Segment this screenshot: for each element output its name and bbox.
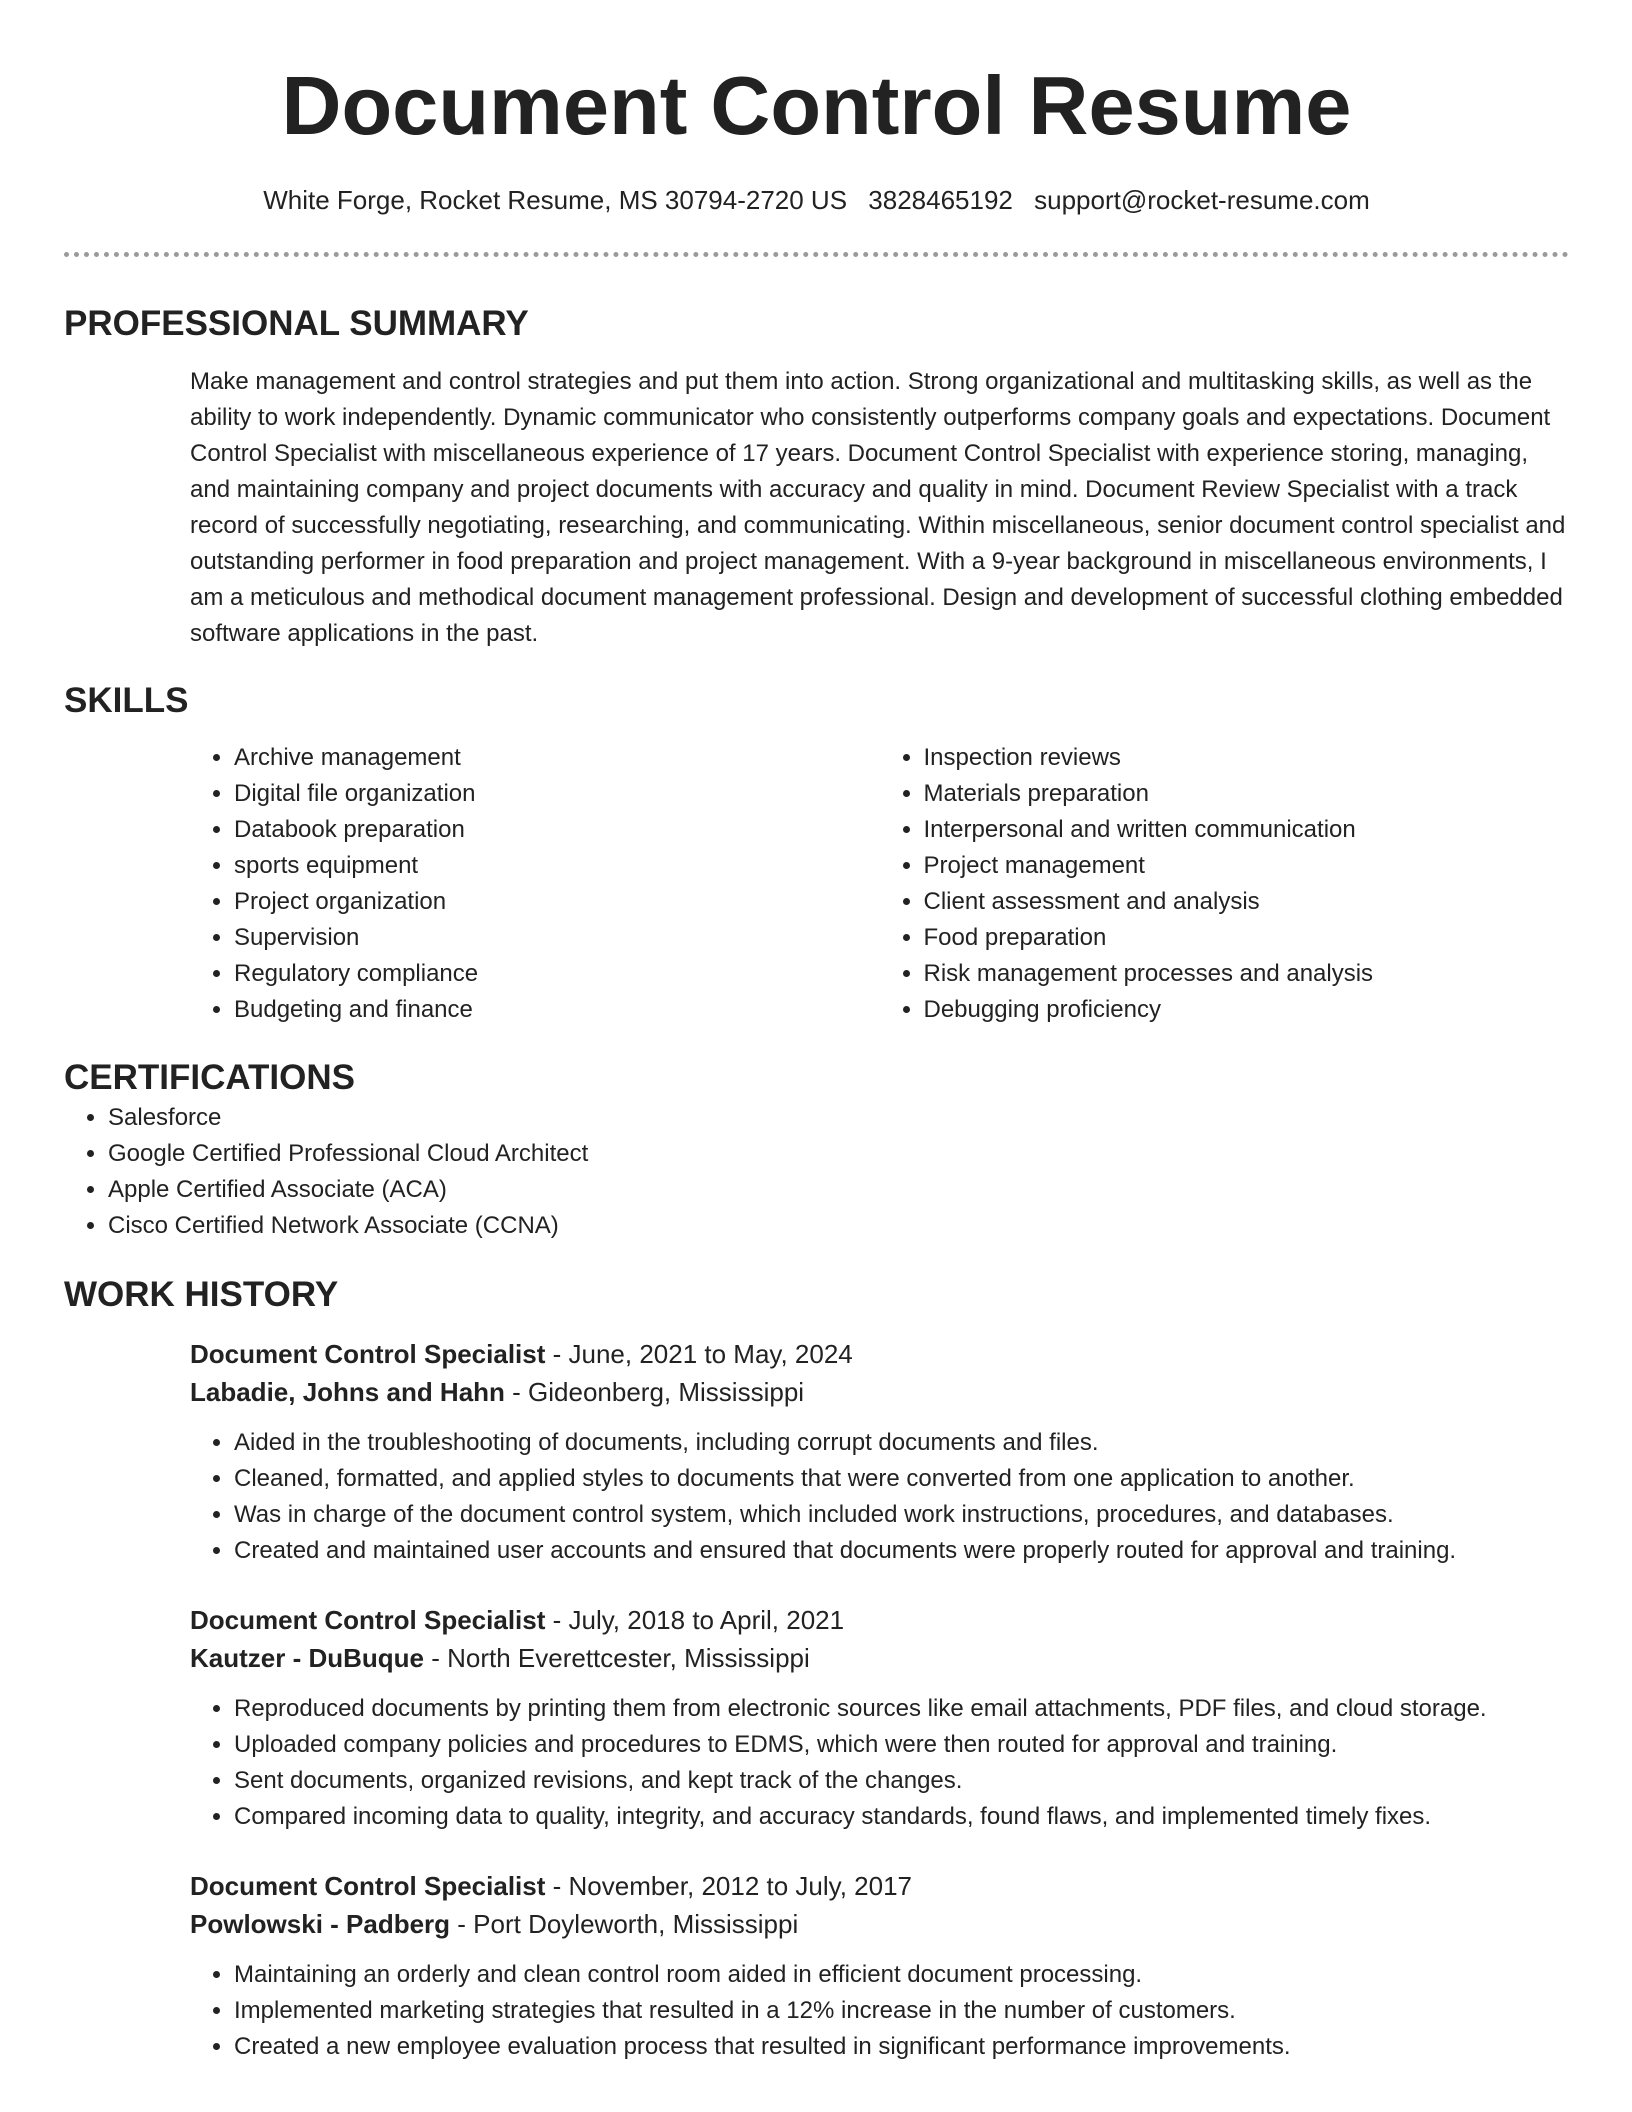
contact-phone: 3828465192 — [868, 185, 1013, 215]
certification-item: • Salesforce — [108, 1100, 1569, 1136]
job-bullet: • Created a new employee evaluation process that resulted in significant performance improvements. — [234, 2029, 1569, 2065]
skill-item: • Materials preparation — [924, 776, 1570, 812]
skill-item: • Digital file organization — [234, 776, 880, 812]
skills-list-right — [880, 740, 1570, 1028]
job-dates: - June, 2021 to May, 2024 — [545, 1339, 853, 1369]
summary-heading: PROFESSIONAL SUMMARY — [64, 304, 529, 343]
job-role-line — [190, 1867, 1569, 1905]
skill-item: • Debugging proficiency — [924, 992, 1570, 1028]
job-company: Labadie, Johns and Hahn — [190, 1377, 505, 1407]
job-company-line — [190, 1373, 1569, 1411]
job-bullet: • Sent documents, organized revisions, and kept track of the changes. — [234, 1763, 1569, 1799]
skill-item: • sports equipment — [234, 848, 880, 884]
job-role-line — [190, 1601, 1569, 1639]
job-dates: - November, 2012 to July, 2017 — [545, 1871, 913, 1901]
certification-item: • Apple Certified Associate (ACA) — [108, 1172, 1569, 1208]
professional-summary-section — [64, 302, 1569, 652]
skill-item: • Supervision — [234, 920, 880, 956]
skill-item: • Risk management processes and analysis — [924, 956, 1570, 992]
contact-address: White Forge, Rocket Resume, MS 30794-2720 US — [263, 185, 848, 215]
skills-heading: SKILLS — [64, 681, 189, 720]
job-dates: - July, 2018 to April, 2021 — [545, 1605, 845, 1635]
work-history-section — [64, 1273, 1569, 2065]
contact-info — [64, 182, 1569, 218]
job-bullets — [190, 1425, 1569, 1569]
resume-title: Document Control Resume — [281, 59, 1352, 152]
job-entry — [190, 1335, 1569, 1569]
job-bullet: • Created and maintained user accounts and ensured that documents were properly routed for approval and training. — [234, 1533, 1569, 1569]
job-role: Document Control Specialist — [190, 1339, 546, 1369]
skill-item: • Client assessment and analysis — [924, 884, 1570, 920]
job-bullet: • Uploaded company policies and procedures to EDMS, which were then routed for approval and training. — [234, 1727, 1569, 1763]
job-entry — [190, 1601, 1569, 1835]
job-bullet: • Was in charge of the document control system, which included work instructions, procedures, and databases. — [234, 1497, 1569, 1533]
skill-item: • Budgeting and finance — [234, 992, 880, 1028]
skill-item: • Databook preparation — [234, 812, 880, 848]
job-role: Document Control Specialist — [190, 1605, 546, 1635]
job-bullet: • Implemented marketing strategies that resulted in a 12% increase in the number of customers. — [234, 1993, 1569, 2029]
work-history-heading: WORK HISTORY — [64, 1275, 339, 1314]
skill-item: • Project management — [924, 848, 1570, 884]
skills-section — [64, 679, 1569, 1028]
certifications-list — [64, 1100, 1569, 1244]
skill-item: • Food preparation — [924, 920, 1570, 956]
job-bullets — [190, 1691, 1569, 1835]
certifications-heading: CERTIFICATIONS — [64, 1058, 356, 1097]
job-company: Kautzer - DuBuque — [190, 1643, 424, 1673]
job-company-line — [190, 1639, 1569, 1677]
skill-item: • Project organization — [234, 884, 880, 920]
job-bullets — [190, 1957, 1569, 2065]
skill-item: • Interpersonal and written communication — [924, 812, 1570, 848]
job-bullet: • Compared incoming data to quality, integrity, and accuracy standards, found flaws, and implemented timely fixes. — [234, 1799, 1569, 1835]
job-role-line — [190, 1335, 1569, 1373]
job-location: - North Everettcester, Mississippi — [424, 1643, 810, 1673]
certification-item: • Cisco Certified Network Associate (CCNA) — [108, 1208, 1569, 1244]
certification-item: • Google Certified Professional Cloud Architect — [108, 1136, 1569, 1172]
job-role: Document Control Specialist — [190, 1871, 546, 1901]
job-bullet: • Reproduced documents by printing them from electronic sources like email attachments, PDF files, and cloud storage. — [234, 1691, 1569, 1727]
job-location: - Gideonberg, Mississippi — [504, 1377, 805, 1407]
job-company-line — [190, 1905, 1569, 1943]
skill-item: • Regulatory compliance — [234, 956, 880, 992]
job-location: - Port Doyleworth, Mississippi — [450, 1909, 799, 1939]
job-bullet: • Cleaned, formatted, and applied styles to documents that were converted from one application to another. — [234, 1461, 1569, 1497]
skill-item: • Archive management — [234, 740, 880, 776]
certifications-section — [64, 1056, 1569, 1244]
header-divider — [64, 252, 1569, 257]
summary-text: Make management and control strategies and put them into action. Strong organizational and multitasking skills, as well as the ability to work independently. Dynamic communicator who consistently outperforms company goals and expectations. Document Control Specialist with miscellaneous experience of 17 years. Document Control Specialist with experience storing, managing, and maintaining company and project documents with accuracy and quality in mind. Document Review Specialist with a track record of successfully negotiating, researching, and communicating. Within miscellaneous, senior document control specialist and outstanding performer in food preparation and project management. With a 9-year background in miscellaneous environments, I am a meticulous and methodical document management professional. Design and development of successful clothing embedded software applications in the past. — [190, 368, 1566, 647]
skill-item: • Inspection reviews — [924, 740, 1570, 776]
job-bullet: • Maintaining an orderly and clean control room aided in efficient document processing. — [234, 1957, 1569, 1993]
skills-list-left — [190, 740, 880, 1028]
job-bullet: • Aided in the troubleshooting of documents, including corrupt documents and files. — [234, 1425, 1569, 1461]
contact-email: support@rocket-resume.com — [1034, 185, 1370, 215]
job-company: Powlowski - Padberg — [190, 1909, 451, 1939]
job-entry — [190, 1867, 1569, 2065]
skills-grid — [190, 740, 1569, 1028]
